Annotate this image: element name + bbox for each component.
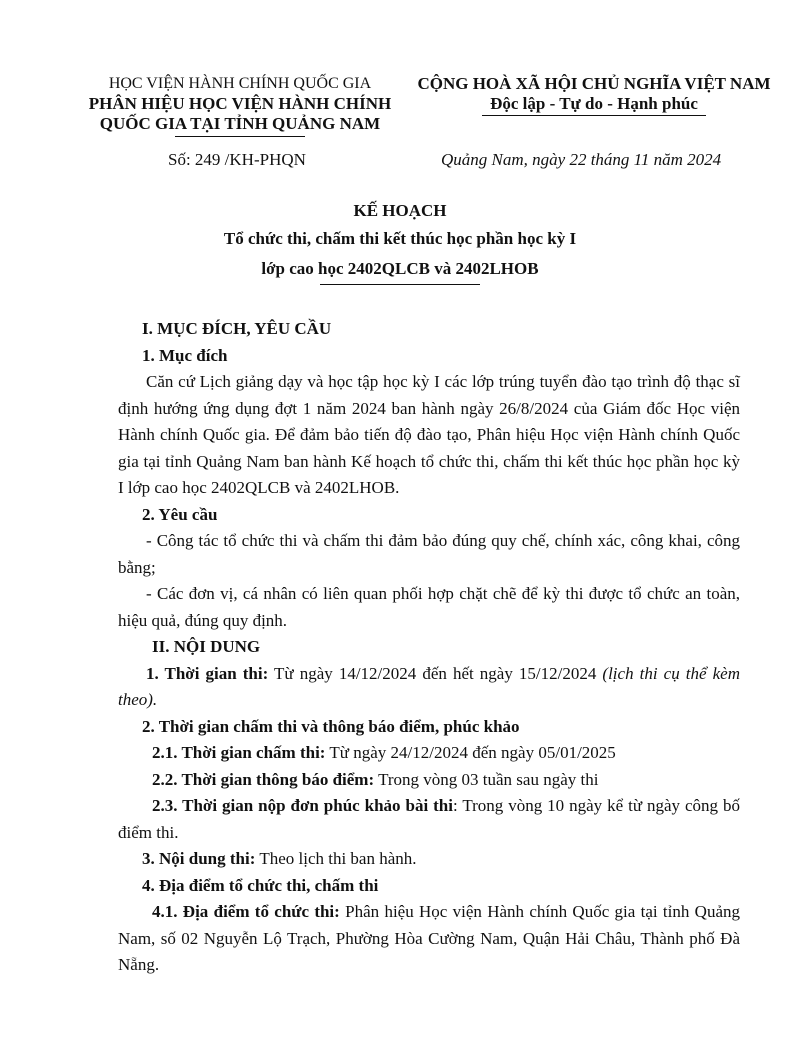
item-2-1-text: Từ ngày 24/12/2024 đến ngày 05/01/2025 [325, 743, 616, 762]
title-underline [320, 284, 480, 285]
item-4-1-paragraph [118, 899, 740, 979]
item-1-paragraph [118, 661, 740, 714]
agency-name-line2: QUỐC GIA TẠI TỈNH QUẢNG NAM [99, 114, 381, 133]
item-4-1-text: Phân hiệu Học viện Hành chính Quốc gia tại tỉnh Quảng Nam, số 02 Nguyễn Lộ Trạch, Phường Hòa Cường Nam, Quận Hải Châu, Thành phố Đà Nẵng. [118, 902, 740, 974]
item-3-text: Theo lịch thi ban hành. [255, 849, 417, 868]
item-4-1-label: 4.1. Địa điểm tổ chức thi: [152, 902, 340, 921]
item-2-heading: 2. Thời gian chấm thi và thông báo điểm, phúc khảo [142, 716, 520, 736]
item-1-label: 1. Thời gian thi: [146, 663, 269, 683]
item-2-3-label: 2.3. Thời gian nộp đơn phúc khảo bài thi [152, 796, 453, 815]
title-line3: lớp cao học 2402QLCB và 2402LHOB [261, 259, 539, 278]
item-2-1-label: 2.1. Thời gian chấm thi: [152, 743, 326, 762]
national-motto-block [408, 74, 780, 116]
section-1-2-heading: 2. Yêu cầu [142, 504, 218, 524]
item-1-text: Từ ngày 14/12/2024 đến hết ngày 15/12/2024 [268, 663, 603, 683]
document-date: Quảng Nam, ngày 22 tháng 11 năm 2024 [441, 150, 722, 169]
item-4-heading: 4. Địa điểm tổ chức thi, chấm thi [142, 875, 379, 895]
motto-underline [482, 115, 706, 116]
document-body [118, 316, 740, 979]
issuing-agency-block [70, 74, 410, 137]
country-name: CỘNG HOÀ XÃ HỘI CHỦ NGHĨA VIỆT NAM [417, 74, 771, 93]
item-3-paragraph [118, 846, 740, 873]
agency-underline [175, 136, 305, 137]
parent-agency-name: HỌC VIỆN HÀNH CHÍNH QUỐC GIA [108, 75, 372, 92]
title-line2: Tổ chức thi, chấm thi kết thúc học phần học kỳ I [223, 229, 577, 248]
item-2-3-paragraph [118, 793, 740, 846]
agency-name-line1: PHÂN HIỆU HỌC VIỆN HÀNH CHÍNH [88, 94, 392, 113]
item-2-1-paragraph [118, 740, 740, 767]
section-1-2-item-1: - Công tác tổ chức thi và chấm thi đảm bảo đúng quy chế, chính xác, công khai, công bằng; [118, 531, 740, 577]
item-2-2-label: 2.2. Thời gian thông báo điểm: [152, 769, 375, 789]
section-1-1-paragraph: Căn cứ Lịch giảng dạy và học tập học kỳ I các lớp trúng tuyển đào tạo trình độ thạc sĩ định hướng ứng dụng đợt 1 năm 2024 ban hành ngày 26/8/2024 của Giám đốc Học viện Hành chính Quốc gia. Để đảm bảo tiến độ đào tạo, Phân hiệu Học viện Hành chính Quốc gia tại tỉnh Quảng Nam ban hành Kế hoạch tổ chức thi, chấm thi kết thúc học phần học kỳ I lớp cao học 2402QLCB và 2402LHOB. [118, 372, 740, 497]
item-1-note: (lịch thi cụ thể kèm theo). [118, 663, 740, 709]
motto: Độc lập - Tự do - Hạnh phúc [490, 94, 698, 113]
item-2-2-paragraph [118, 767, 740, 794]
item-2-3-text: : Trong vòng 10 ngày kể từ ngày công bố điểm thi. [118, 796, 740, 842]
item-3-label: 3. Nội dung thi: [142, 849, 256, 868]
item-2-2-text: Trong vòng 03 tuần sau ngày thi [374, 769, 599, 789]
title-type: KẾ HOẠCH [353, 201, 447, 220]
document-title [0, 198, 800, 285]
section-1-2-item-2: - Các đơn vị, cá nhân có liên quan phối hợp chặt chẽ để kỳ thi được tổ chức an toàn, hiệu quả, đúng quy định. [118, 584, 740, 630]
section-1-1-heading: 1. Mục đích [142, 345, 228, 365]
document-number: Số: 249 /KH-PHQN [168, 150, 306, 169]
section-1-heading: I. MỤC ĐÍCH, YÊU CẦU [142, 319, 332, 338]
section-2-heading: II. NỘI DUNG [152, 637, 261, 656]
